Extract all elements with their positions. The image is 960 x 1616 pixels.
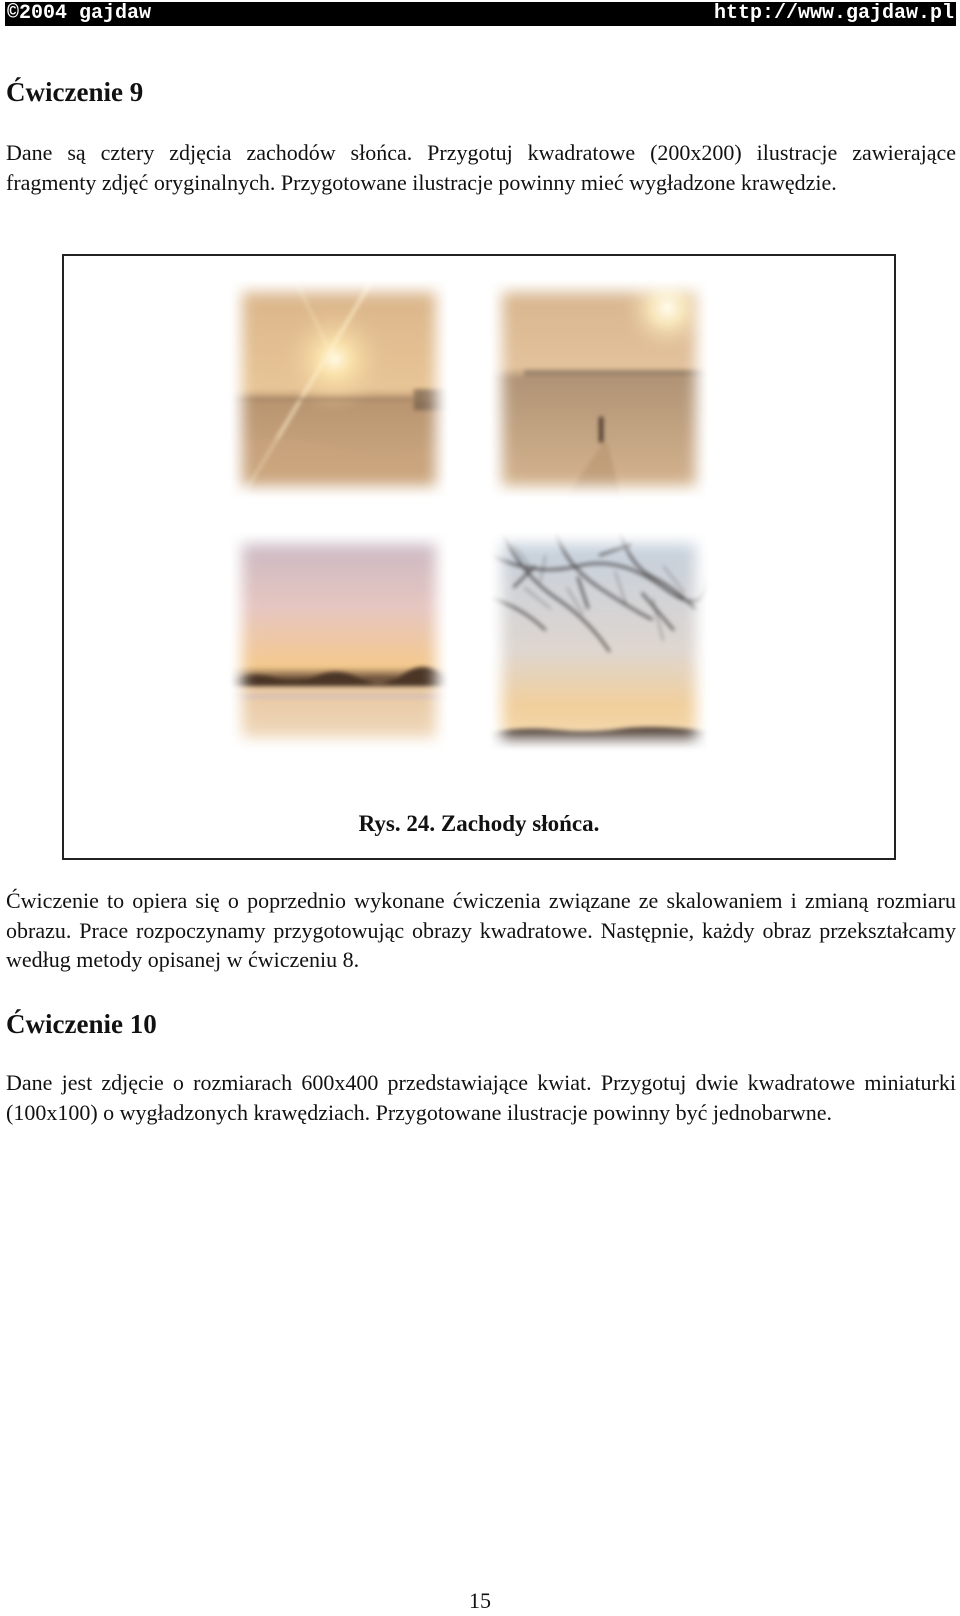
sunset-photo-1 bbox=[232, 282, 446, 496]
exercise-9-intro: Dane są cztery zdjęcia zachodów słońca. Przygotuj kwadratowe (200x200) ilustracje zawierające fragmenty zdjęć oryginalnych. Przygotowane ilustracje powinny mieć wygładzone krawędzie. bbox=[6, 140, 956, 195]
header-copyright: ©2004 gajdaw bbox=[7, 2, 152, 25]
header-bar bbox=[5, 2, 956, 26]
exercise-10-intro: Dane jest zdjęcie o rozmiarach 600x400 przedstawiające kwiat. Przygotuj dwie kwadratowe miniaturki (100x100) o wygładzonych krawędziach. Przygotowane ilustracje powinny być jednobarwne. bbox=[6, 1070, 956, 1125]
exercise-9-description: Ćwiczenie to opiera się o poprzednio wykonane ćwiczenia związane ze skalowaniem i zmianą rozmiaru obrazu. Prace rozpoczynamy przygotowując obrazy kwadratowe. Następnie, każdy obraz przekształcamy według metody opisanej w ćwiczeniu 8. bbox=[6, 888, 956, 972]
figure-caption: Rys. 24. Zachody słońca. bbox=[358, 811, 600, 836]
header-url: http://www.gajdaw.pl bbox=[713, 2, 954, 25]
sunset-photo-2 bbox=[492, 282, 706, 496]
sunset-photo-4 bbox=[492, 534, 706, 748]
figure-sunsets bbox=[62, 254, 896, 860]
sunset-photo-3 bbox=[232, 534, 446, 748]
section-title-exercise-10: Ćwiczenie 10 bbox=[6, 1009, 157, 1039]
section-title-exercise-9: Ćwiczenie 9 bbox=[6, 77, 144, 107]
page-number: 15 bbox=[469, 1588, 491, 1613]
